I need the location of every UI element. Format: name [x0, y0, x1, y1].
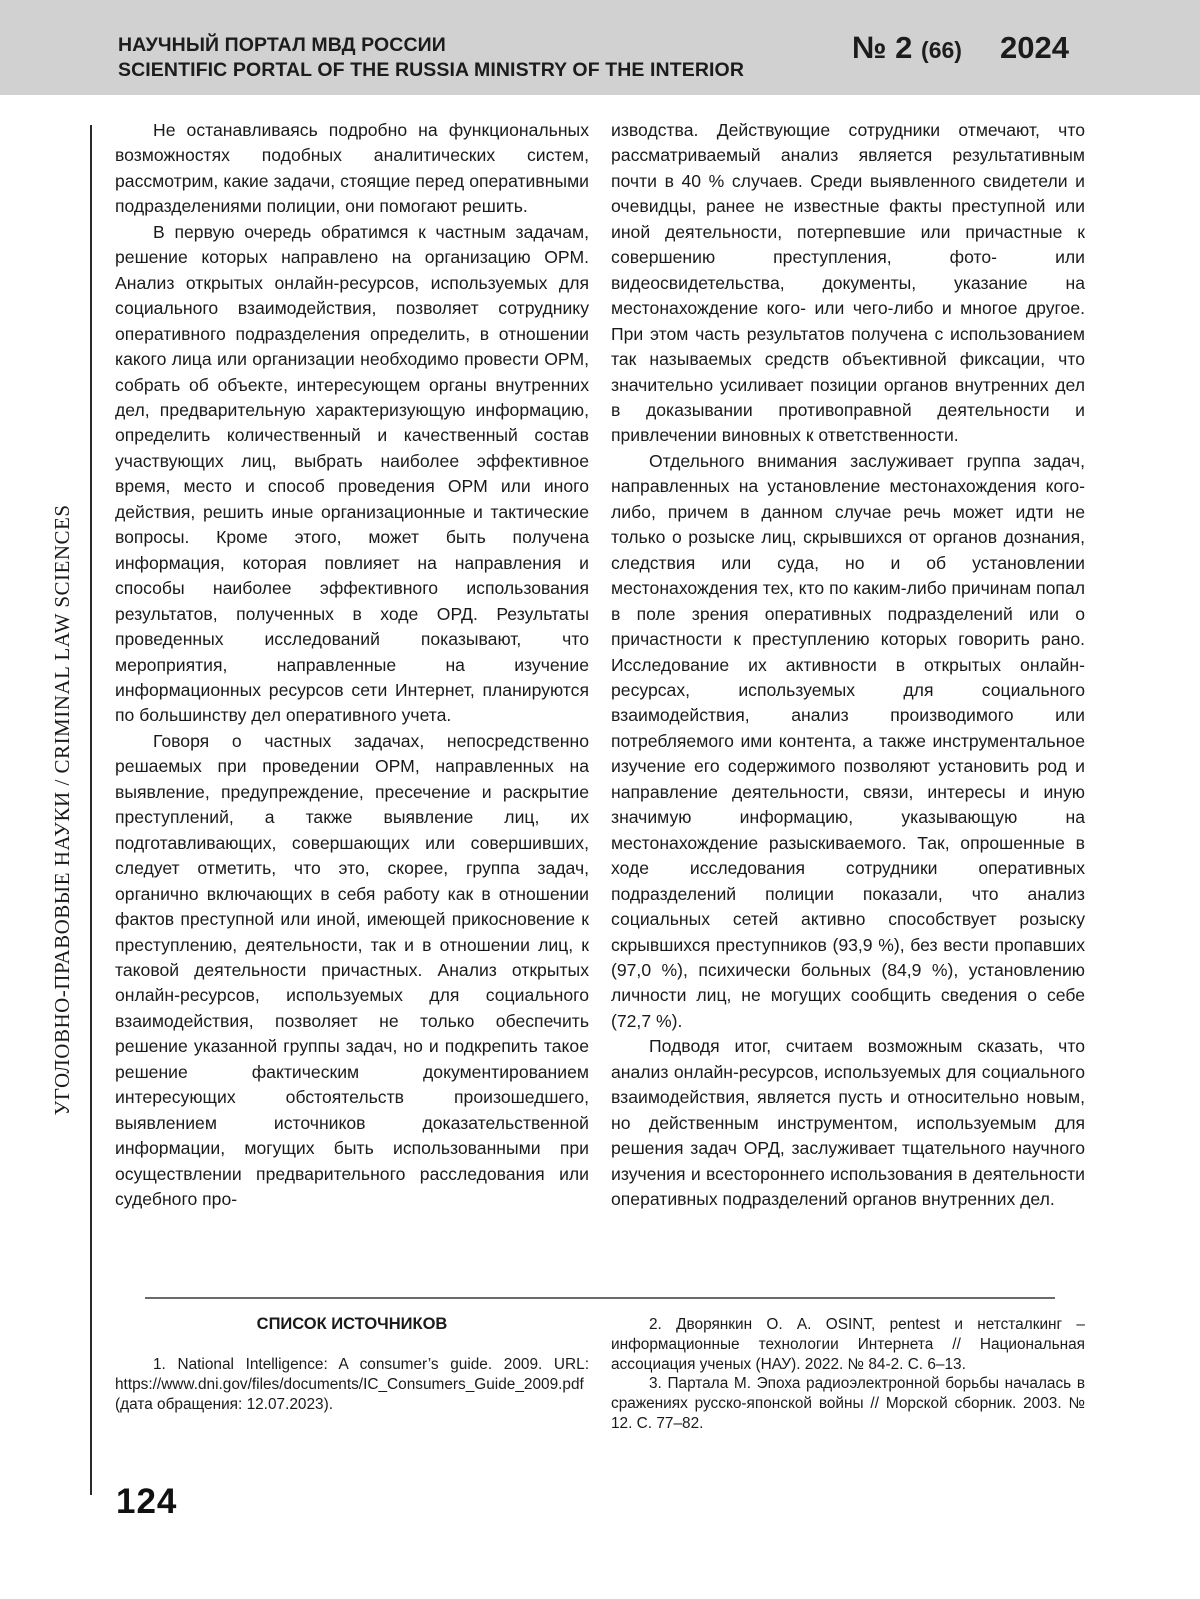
issue-number [852, 30, 962, 66]
journal-title-ru: НАУЧНЫЙ ПОРТАЛ МВД РОССИИ [118, 34, 446, 56]
reference-item: 1. National Intelligence: A consumer’s guide. 2009. URL: https://www.dni.gov/files/documents/IC_Consumers_Guide_2009.pdf (дата обращения: 12.07.2023). [115, 1356, 589, 1413]
paragraph: В первую очередь обратимся к частным задачам, решение которых направлено на организацию ОРМ. Анализ открытых онлайн-ресурсов, используемых для социального взаимодействия, позволяет сотруднику оперативного подразделения определить, в отношении какого лица или организации необходимо провести ОРМ, собрать об объекте, интересующем органы внутренних дел, предварительную характеризующую информацию, определить количественный и качественный состав участвующих лиц, выбрать наиболее эффективное время, место и способ проведения ОРМ или иного действия, решить иные организационные и тактические вопросы. Кроме этого, может быть получена информация, которая повлияет на направления и способы наиболее эффективного использования результатов, полученных в ходе ОРД. Результаты проведенных исследований показывают, что мероприятия, направленные на изучение информационных ресурсов сети Интернет, планируются по большинству дел оперативного учета. [115, 221, 589, 726]
journal-title-en: SCIENTIFIC PORTAL OF THE RUSSIA MINISTRY OF THE INTERIOR [118, 59, 745, 81]
reference-item: 3. Партала М. Эпоха радиоэлектронной борьбы началась в сражениях русско-японской войны // Морской сборник. 2003. № 12. С. 77–82. [611, 1375, 1085, 1432]
references-left [115, 1355, 589, 1414]
reference-item: 2. Дворянкин О. А. OSINT, pentest и нетсталкинг – информационные технологии Интернета // Национальная ассоциация ученых (НАУ). 2022. № 84-2. С. 6–13. [611, 1316, 1085, 1373]
paragraph: Не останавливаясь подробно на функциональных возможностях подобных аналитических систем, рассмотрим, какие задачи, стоящие перед оперативными подразделениями полиции, они помогают решить. [115, 120, 589, 217]
references-title: СПИСОК ИСТОЧНИКОВ [256, 1315, 448, 1333]
page-number: 124 [116, 1482, 178, 1521]
paragraph: Отдельного внимания заслуживает группа задач, направленных на установление местонахождения кого-либо, причем в данном случае речь может идти не только о розыске лиц, скрывшихся от органов дознания, следствия или суда, но и об установлении местонахождения тех, кто по каким-либо причинам попал в поле зрения оперативных подразделений или о причастности к преступлению которых говорить рано. Исследование их активности в открытых онлайн-ресурсах, используемых для социального взаимодействия, анализ производимого или потребляемого ими контента, а также инструментальное изучение его содержимого позволяют установить род и направление деятельности, связи, интересы и иную значимую информацию, указывающую на местонахождение разыскиваемого. Так, опрошенные в ходе исследования сотрудники оперативных подразделений полиции показали, что анализ социальных сетей активно способствует розыску скрывшихся преступников (93,9 %), без вести пропавших (97,0 %), психически больных (84,9 %), установлению личности лиц, не могущих сообщить сведения о себе (72,7 %). [611, 450, 1085, 1031]
paragraph: Говоря о частных задачах, непосредственно решаемых при проведении ОРМ, направленных на выявление, предупреждение, пресечение и раскрытие преступлений, а также выявление лиц, их подготавливающих, совершающих или совершивших, следует отметить, что это, скорее, группа задач, органично включающих в себя работу как в отношении фактов преступной или иной, имеющей прикосновение к преступлению, деятельности, так и в отношении лиц, к таковой деятельности причастных. Анализ открытых онлайн-ресурсов, используемых для социального взаимодействия, позволяет не только обеспечить решение указанной группы задач, но и подкрепить такое решение фактическим документированием интересующих обстоятельств произошедшего, выявлением источников доказательственной информации, могущих быть использованными при осуществлении предварительного расследования или судебного про- [115, 730, 589, 1210]
journal-header [0, 0, 1200, 95]
text-column-left [115, 118, 589, 1212]
paragraph: Подводя итог, считаем возможным сказать, что анализ онлайн-ресурсов, используемых для социального взаимодействия, является пусть и относительно новым, но действенным инструментом, используемым для решения задач ОРД, заслуживает тщательного научного изучения и всестороннего использования в деятельности оперативных подразделений органов внутренних дел. [611, 1036, 1085, 1210]
section-divider [145, 1297, 1055, 1299]
issue-sub: (66) [921, 37, 962, 63]
margin-rule [90, 125, 92, 1495]
issue-main: № 2 [852, 30, 913, 65]
references-right [611, 1315, 1085, 1434]
section-side-label: УГОЛОВНО-ПРАВОВЫЕ НАУКИ / CRIMINAL LAW SCIENCES [50, 504, 74, 1116]
text-column-right [611, 118, 1085, 1212]
issue-year: 2024 [1000, 30, 1069, 65]
paragraph: изводства. Действующие сотрудники отмечают, что рассматриваемый анализ является результативным почти в 40 % случаев. Среди выявленного свидетели и очевидцы, ранее не известные факты преступной или иной деятельности, потерпевшие или причастные к совершению преступления, фото- или видеосвидетельства, документы, указание на местонахождение кого- или чего-либо и многое другое. При этом часть результатов получена с использованием так называемых средств объективной фиксации, что значительно усиливает позиции органов внутренних дел в доказывании противоправной деятельности и привлечении виновных к ответственности. [611, 120, 1085, 446]
